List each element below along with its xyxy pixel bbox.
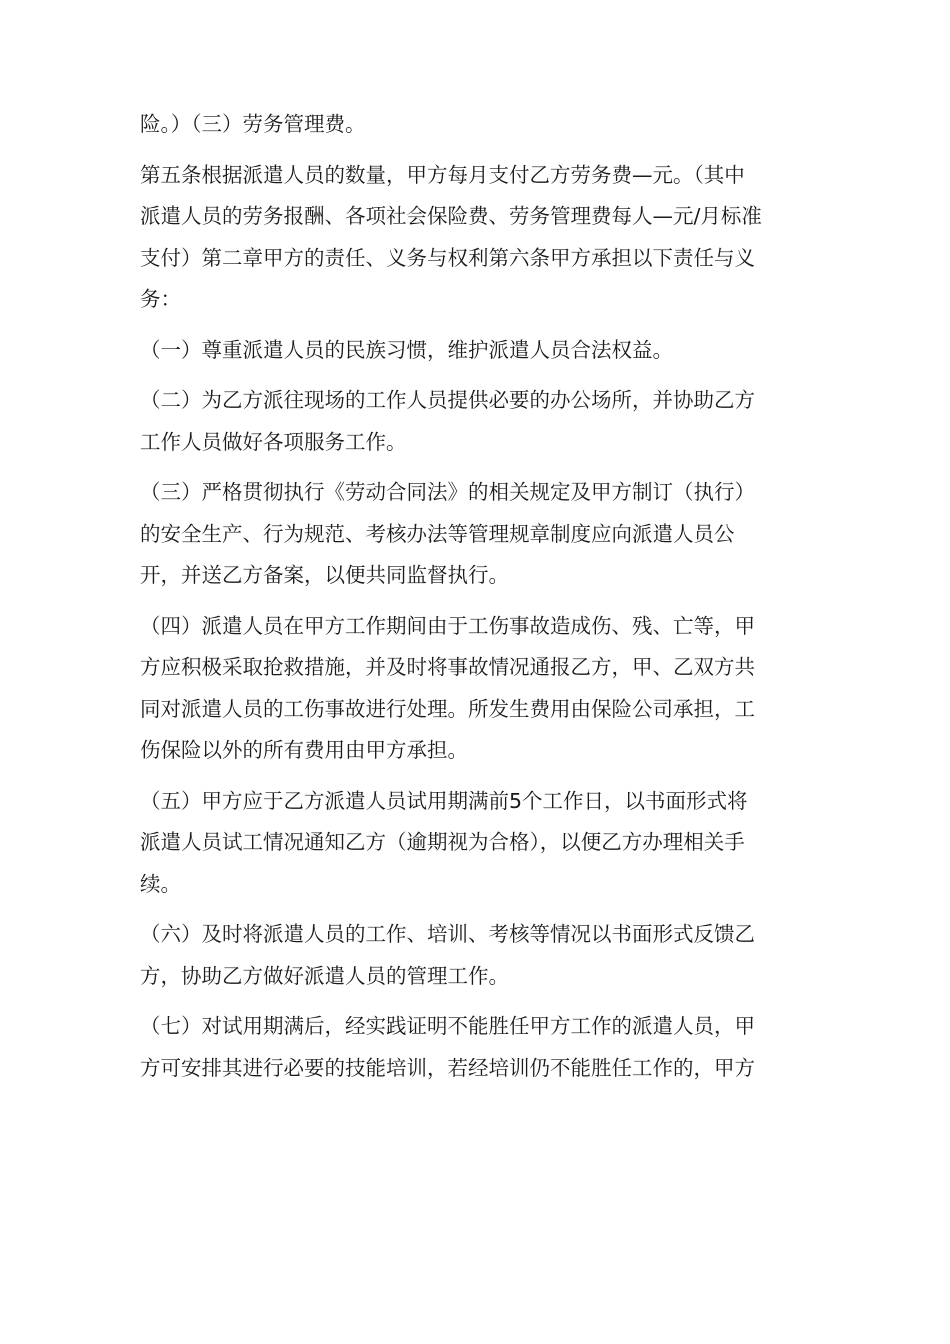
paragraph-gap [140,905,830,914]
text-line: 派遣人员试工情况通知乙方（逾期视为合格），以便乙方办理相关手 [140,830,745,854]
text-line: 务： [140,287,181,311]
paragraph-gap [140,997,830,1006]
paragraph-gap [140,597,830,606]
text-line: 同对派遣人员的工伤事故进行处理。所发生费用由保险公司承担，工 [140,696,755,721]
text-line: 的安全生产、行为规范、考核办法等管理规章制度应向派遣人员公 [140,521,735,546]
paragraph-gap [140,463,830,472]
paragraph-gap [140,321,830,330]
text-line: 续。 [140,871,181,896]
text-line: （三）严格贯彻执行《劳动合同法》的相关规定及甲方制订（执行） [140,480,755,504]
document-body [140,104,830,1089]
text-line: （五）甲方应于乙方派遣人员试用期满前5个工作日，以书面形式将 [140,788,748,813]
paragraph-gap [140,772,830,781]
text-line: 方，协助乙方做好派遣人员的管理工作。 [140,963,509,988]
text-line: 派遣人员的劳务报酬、各项社会保险费、劳务管理费每人—元/月标准 [140,204,762,228]
text-line: （四）派遣人员在甲方工作期间由于工伤事故造成伤、残、亡等，甲 [140,613,755,638]
paragraph-gap [140,146,830,155]
text-line: （六）及时将派遣人员的工作、培训、考核等情况以书面形式反馈乙 [140,922,755,946]
text-line: 工作人员做好各项服务工作。 [140,429,407,454]
text-line: 方可安排其进行必要的技能培训，若经培训仍不能胜任工作的，甲方 [140,1055,755,1080]
text-line: （七）对试用期满后，经实践证明不能胜任甲方工作的派遣人员，甲 [140,1014,755,1038]
text-line: 方应积极采取抢救措施，并及时将事故情况通报乙方，甲、乙双方共 [140,655,755,679]
text-line: 开，并送乙方备案，以便共同监督执行。 [140,563,509,587]
text-line: （一）尊重派遣人员的民族习惯，维护派遣人员合法权益。 [140,337,673,362]
text-line: （二）为乙方派往现场的工作人员提供必要的办公场所，并协助乙方 [140,388,755,412]
text-line: 伤保险以外的所有费用由甲方承担。 [140,738,468,762]
paragraph-gap [140,371,830,380]
text-line: 险。）（三）劳务管理费。 [140,112,366,136]
text-line: 第五条根据派遣人员的数量，甲方每月支付乙方劳务费—元。（其中 [140,162,745,187]
text-line: 支付）第二章甲方的责任、义务与权利第六条甲方承担以下责任与义 [140,245,755,270]
